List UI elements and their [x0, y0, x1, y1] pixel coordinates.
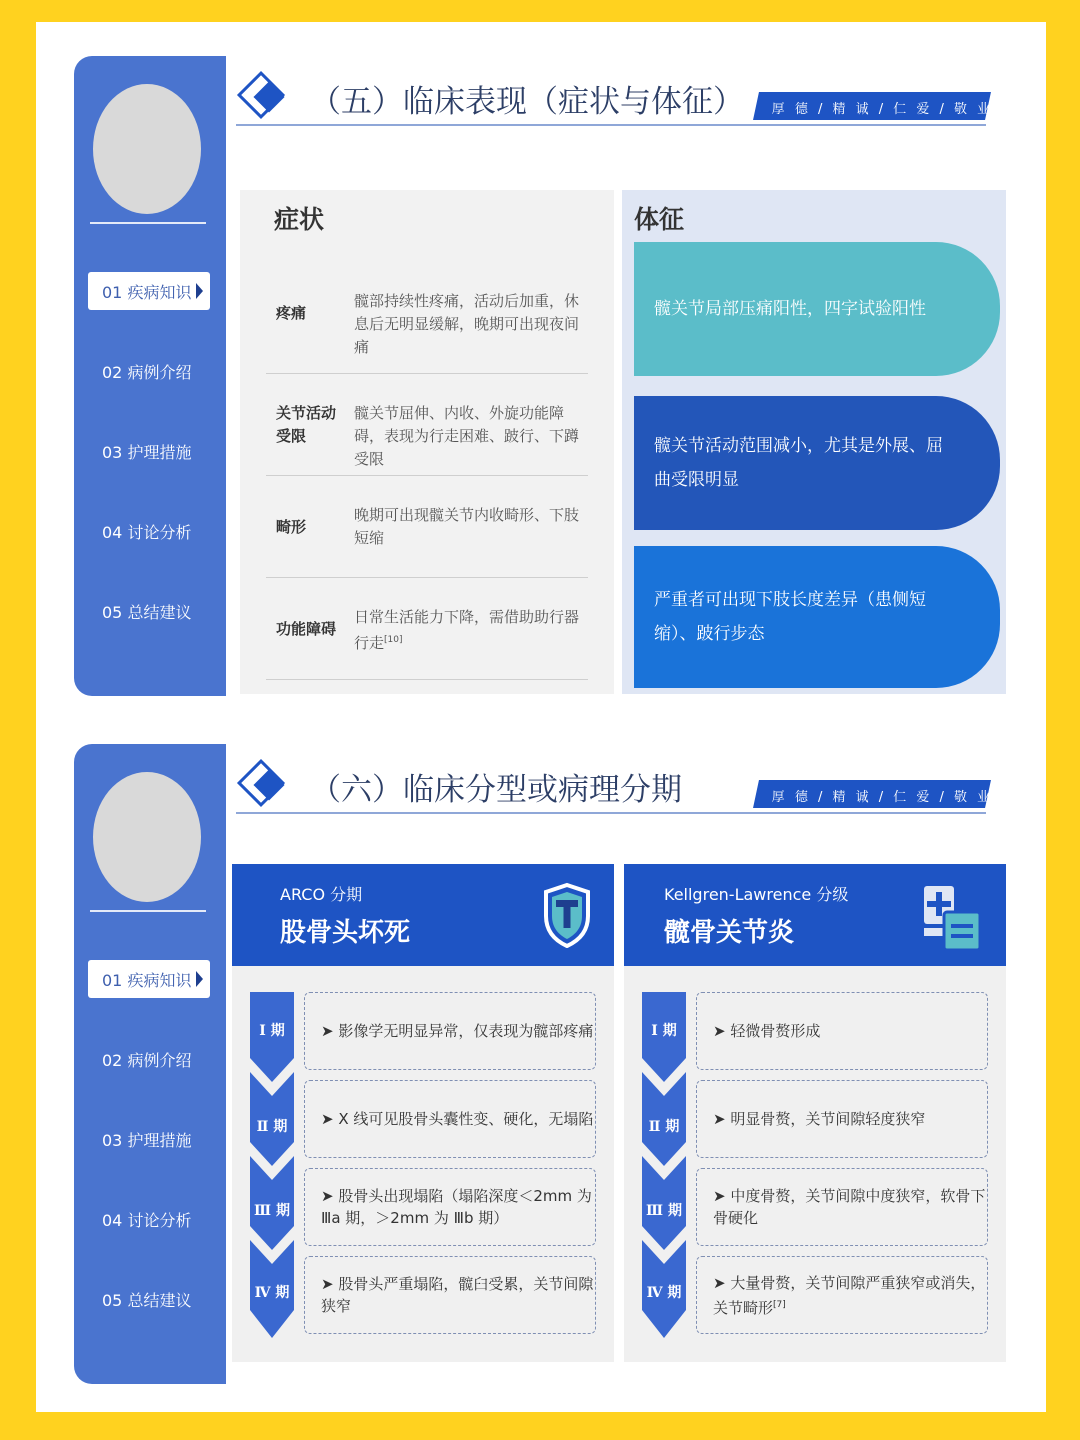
- sidebar-item-label: 01 疾病知识: [102, 971, 192, 990]
- stage-label: Ⅰ 期: [651, 1023, 677, 1039]
- stage-box: ➤ 股骨头严重塌陷，髋臼受累，关节间隙狭窄: [304, 1256, 596, 1334]
- stage-label: Ⅲ 期: [646, 1203, 682, 1219]
- kl-subtitle: Kellgren-Lawrence 分级: [664, 885, 849, 904]
- symptom-name: 关节活动受限: [276, 404, 337, 445]
- stage-label: Ⅲ 期: [254, 1203, 290, 1219]
- sign-card: 髋关节活动范围减小，尤其是外展、屈曲受限明显: [634, 396, 1000, 530]
- kl-title: 髋骨关节炎: [664, 918, 795, 948]
- sidebar-item-summary[interactable]: 05 总结建议: [102, 603, 192, 622]
- kl-stages: [624, 966, 1006, 1362]
- arco-subtitle: ARCO 分期: [280, 885, 363, 904]
- page: [36, 22, 1046, 1412]
- sidebar-item-nursing[interactable]: 03 护理措施: [102, 443, 192, 462]
- sidebar-item-discussion[interactable]: 04 讨论分析: [102, 523, 192, 542]
- caret-right-icon: [196, 283, 203, 299]
- title-underline: [236, 812, 986, 814]
- sidebar-item-label: 01 疾病知识: [102, 283, 192, 302]
- reference-mark: [10]: [384, 635, 403, 645]
- symptom-row: [266, 268, 588, 374]
- sign-card: 髋关节局部压痛阳性，四字试验阳性: [634, 242, 1000, 376]
- stage-label: Ⅱ 期: [648, 1119, 680, 1135]
- symptoms-panel: [240, 190, 614, 694]
- sidebar-item-case-intro[interactable]: 02 病例介绍: [102, 363, 192, 382]
- sidebar-item-disease-knowledge[interactable]: [88, 960, 210, 998]
- sidebar-divider: [90, 222, 206, 224]
- motto-badge: 厚 德 / 精 诚 / 仁 爱 / 敬 业: [753, 780, 991, 808]
- symptom-desc: 髋部持续性疼痛，活动后加重，休息后无明显缓解，晚期可出现夜间痛: [354, 292, 580, 356]
- sidebar-divider: [90, 910, 206, 912]
- symptom-name: 疼痛: [276, 304, 307, 322]
- stage-label: Ⅱ 期: [256, 1119, 288, 1135]
- stage-box: ➤ 中度骨赘，关节间隙中度狭窄，软骨下骨硬化: [696, 1168, 988, 1246]
- medical-record-icon: [922, 882, 984, 954]
- stage-box: ➤ 大量骨赘，关节间隙严重狭窄或消失，关节畸形[7]: [696, 1256, 988, 1334]
- stage-box: ➤ 股骨头出现塌陷（塌陷深度＜2mm 为 Ⅲa 期，＞2mm 为 Ⅲb 期）: [304, 1168, 596, 1246]
- signs-heading: 体征: [634, 205, 685, 234]
- sidebar-item-summary[interactable]: 05 总结建议: [102, 1291, 192, 1310]
- sidebar-item-discussion[interactable]: 04 讨论分析: [102, 1211, 192, 1230]
- sidebar: [74, 56, 226, 696]
- sign-card: 严重者可出现下肢长度差异（患侧短缩）、跛行步态: [634, 546, 1000, 688]
- sidebar-item-case-intro[interactable]: 02 病例介绍: [102, 1051, 192, 1070]
- motto-badge: 厚 德 / 精 诚 / 仁 爱 / 敬 业: [753, 92, 991, 120]
- sidebar-item-disease-knowledge[interactable]: [88, 272, 210, 310]
- symptom-row: [266, 374, 588, 476]
- slide-clinical-manifestations: [74, 56, 1046, 698]
- symptom-row: [266, 476, 588, 578]
- arco-stages: [232, 966, 614, 1362]
- symptoms-heading: 症状: [274, 205, 325, 234]
- stage-box: ➤ 影像学无明显异常，仅表现为髋部疼痛: [304, 992, 596, 1070]
- stage-box: ➤ X 线可见股骨头囊性变、硬化，无塌陷: [304, 1080, 596, 1158]
- stage-box: ➤ 轻微骨赘形成: [696, 992, 988, 1070]
- stage-label: Ⅳ 期: [646, 1285, 682, 1301]
- sidebar: [74, 744, 226, 1384]
- stage-label: Ⅳ 期: [254, 1285, 290, 1301]
- signs-panel: [622, 190, 1006, 694]
- shield-t-icon: [542, 882, 592, 948]
- arco-title: 股骨头坏死: [280, 918, 411, 948]
- avatar: [93, 772, 201, 902]
- stage-label: Ⅰ 期: [259, 1023, 285, 1039]
- title-bar: [236, 72, 996, 132]
- sidebar-item-nursing[interactable]: 03 护理措施: [102, 1131, 192, 1150]
- symptom-desc: 髋关节屈伸、内收、外旋功能障碍，表现为行走困难、跛行、下蹲受限: [354, 404, 580, 468]
- page-title: （五）临床表现（症状与体征）: [310, 84, 744, 120]
- caret-right-icon: [196, 971, 203, 987]
- reference-mark: [7]: [773, 1299, 786, 1310]
- title-underline: [236, 124, 986, 126]
- arco-header: [232, 864, 614, 966]
- kl-header: [624, 864, 1006, 966]
- slide-clinical-staging: [74, 744, 1046, 1386]
- page-title: （六）临床分型或病理分期: [310, 772, 682, 808]
- title-bar: [236, 760, 996, 820]
- symptom-name: 功能障碍: [276, 620, 337, 638]
- symptom-desc: 日常生活能力下降，需借助助行器行走[10]: [354, 608, 580, 652]
- symptom-name: 畸形: [276, 518, 307, 536]
- avatar: [93, 84, 201, 214]
- symptom-desc: 晚期可出现髋关节内收畸形、下肢短缩: [354, 506, 580, 547]
- symptom-row: [266, 578, 588, 680]
- stage-box: ➤ 明显骨赘，关节间隙轻度狭窄: [696, 1080, 988, 1158]
